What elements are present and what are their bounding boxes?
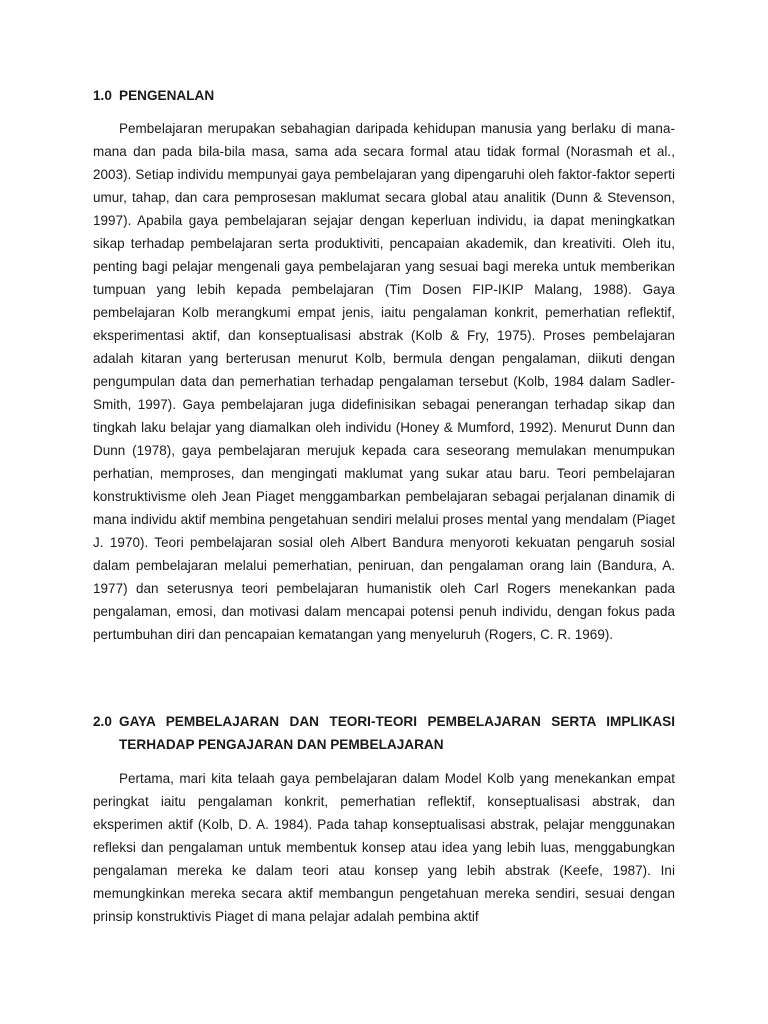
- section-number: 2.0: [93, 714, 112, 729]
- section-paragraph-1: Pembelajaran merupakan sebahagian daripada kehidupan manusia yang berlaku di mana-mana dan pada bila-bila masa, sama ada secara formal atau tidak formal (Norasmah et al., 2003). Setiap individu mempunyai gaya pembelajaran yang dipengaruhi oleh faktor-faktor seperti umur, tahap, dan cara pemprosesan maklumat secara global atau analitik (Dunn & Stevenson, 1997). Apabila gaya pembelajaran sejajar dengan keperluan individu, ia dapat meningkatkan sikap terhadap pembelajaran serta produktiviti, pencapaian akademik, dan kreativiti. Oleh itu, penting bagi pelajar mengenali gaya pembelajaran yang sesuai bagi mereka untuk memberikan tumpuan yang lebih kepada pembelajaran (Tim Dosen FIP-IKIP Malang, 1988). Gaya pembelajaran Kolb merangkumi empat jenis, iaitu pengalaman konkrit, pemerhatian reflektif, eksperimentasi aktif, dan konseptualisasi abstrak (Kolb & Fry, 1975). Proses pembelajaran adalah kitaran yang berterusan menurut Kolb, bermula dengan pengalaman, diikuti dengan pengumpulan data dan pemerhatian terhadap pengalaman tersebut (Kolb, 1984 dalam Sadler-Smith, 1997). Gaya pembelajaran juga didefinisikan sebagai penerangan terhadap sikap dan tingkah laku belajar yang diamalkan oleh individu (Honey & Mumford, 1992). Menurut Dunn dan Dunn (1978), gaya pembelajaran merujuk kepada cara seseorang memulakan menumpukan perhatian, memproses, dan mengingati maklumat yang sukar atau baru. Teori pembelajaran konstruktivisme oleh Jean Piaget menggambarkan pembelajaran sebagai perjalanan dinamik di mana individu aktif membina pengetahuan sendiri melalui proses mental yang mendalam (Piaget J. 1970). Teori pembelajaran sosial oleh Albert Bandura menyoroti kekuatan pengaruh sosial dalam pembelajaran melalui pemerhatian, peniruan, dan pengalaman orang lain (Bandura, A. 1977) dan seterusnya teori pembelajaran humanistik oleh Carl Rogers menekankan pada pengalaman, emosi, dan motivasi dalam mencapai potensi penuh individu, dengan fokus pada pertumbuhan diri dan pencapaian kematangan yang menyeluruh (Rogers, C. R. 1969).: [93, 121, 675, 642]
- section-title: PENGENALAN: [119, 88, 215, 103]
- section-paragraph-2: Pertama, mari kita telaah gaya pembelajaran dalam Model Kolb yang menekankan empat peringkat iaitu pengalaman konkrit, pemerhatian reflektif, konseptualisasi abstrak, dan eksperimen aktif (Kolb, D. A. 1984). Pada tahap konseptualisasi abstrak, pelajar menggunakan refleksi dan pengalaman untuk membentuk konsep atau idea yang lebih luas, menggabungkan pengalaman mereka ke dalam teori atau konsep yang lebih abstrak (Keefe, 1987). Ini memungkinkan mereka secara aktif membangun pengetahuan mereka sendiri, sesuai dengan prinsip konstruktivis Piaget di mana pelajar adalah pembina aktif: [93, 771, 675, 924]
- section-number: 1.0: [93, 88, 112, 103]
- section-heading-2: [93, 710, 675, 756]
- section-heading-1: [93, 84, 675, 107]
- section-title: GAYA PEMBELAJARAN DAN TEORI-TEORI PEMBELAJARAN SERTA IMPLIKASI TERHADAP PENGAJARAN DAN PEMBELAJARAN: [119, 714, 675, 752]
